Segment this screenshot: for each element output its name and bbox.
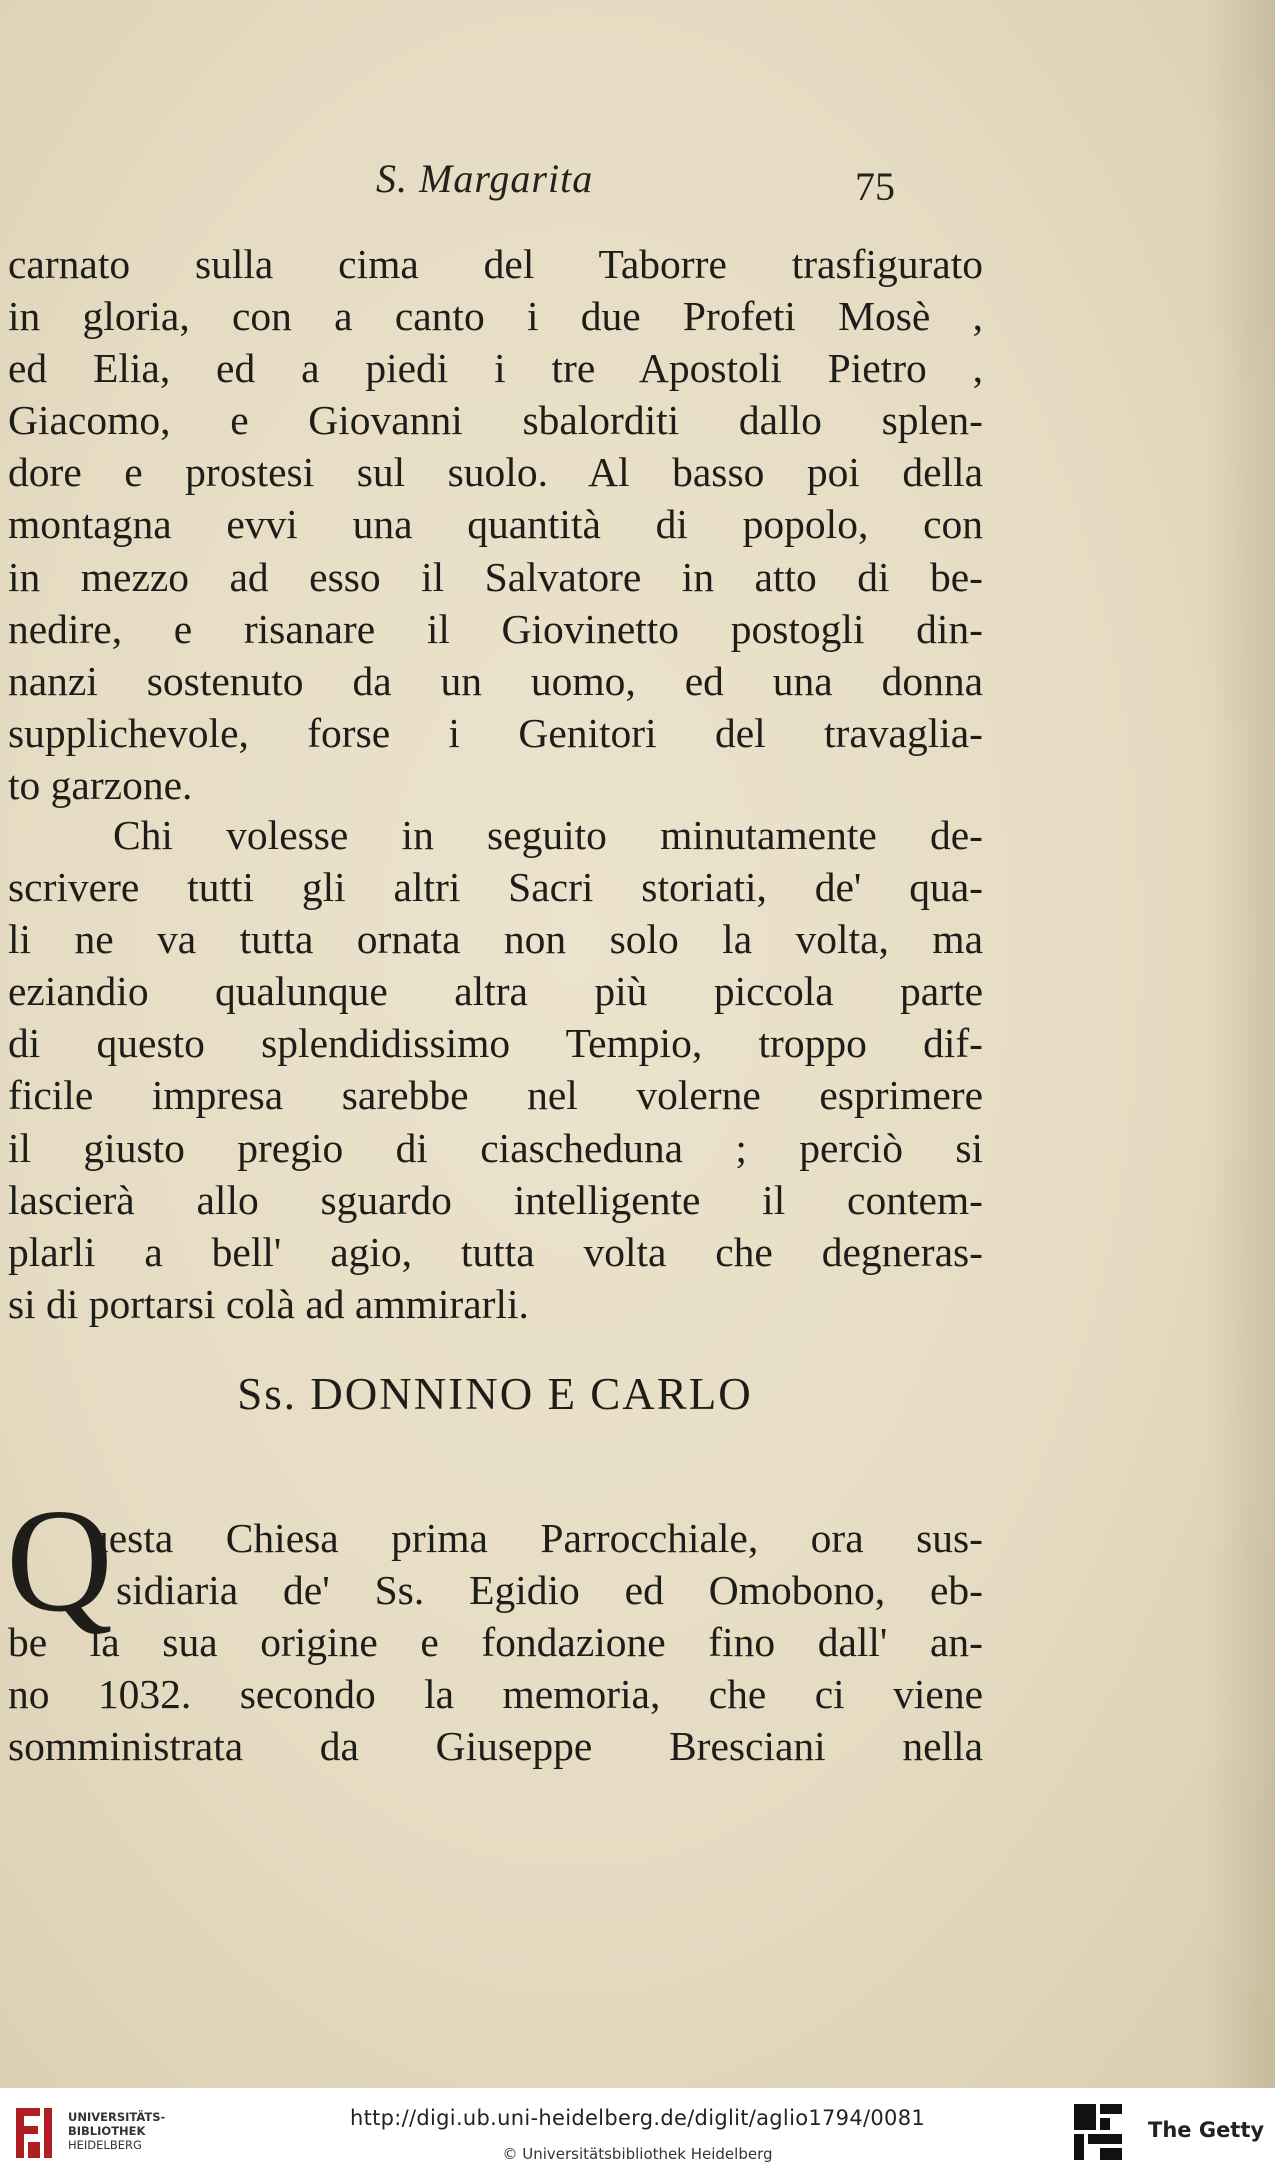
text-line: be la sua origine e fondazione fino dall' an-: [8, 1619, 983, 1666]
text-line: uesta Chiesa prima Parrocchiale, ora sus-: [88, 1515, 983, 1561]
text-line: to garzone.: [8, 761, 193, 808]
getty-name: The Getty: [1148, 2118, 1265, 2142]
text-line: di questo splendidissimo Tempio, troppo dif-: [8, 1020, 983, 1067]
copyright-notice: © Universitätsbibliothek Heidelberg: [502, 2145, 773, 2163]
viewer-footer: [0, 2088, 1275, 2177]
logo-line: UNIVERSITÄTS-: [68, 2110, 166, 2124]
text-line: supplichevole, forse i Genitori del travaglia-: [8, 709, 983, 756]
paragraph-two: [8, 809, 983, 1330]
drop-cap: Q: [6, 1479, 113, 1643]
text-line: eziandio qualunque altra più piccola parte: [8, 968, 983, 1015]
text-line: sidiaria de' Ss. Egidio ed Omobono, eb-: [116, 1567, 983, 1614]
running-head-title: S. Margarita: [376, 156, 594, 201]
text-line: lascierà allo sguardo intelligente il contem-: [8, 1176, 983, 1223]
permalink-url[interactable]: http://digi.ub.uni-heidelberg.de/diglit/aglio1794/0081: [349, 2106, 926, 2130]
page-shadow: [1205, 0, 1275, 2088]
getty-logo-icon[interactable]: [1072, 2102, 1126, 2164]
text-line: ficile impresa sarebbe nel volerne esprimere: [8, 1072, 983, 1119]
text-line: plarli a bell' agio, tutta volta che degneras-: [8, 1228, 983, 1275]
text-line: Chi volesse in seguito minutamente de-: [113, 812, 983, 858]
text-line: nedire, e risanare il Giovinetto postogli din-: [8, 605, 983, 652]
text-line: somministrata da Giuseppe Bresciani nella: [8, 1723, 983, 1770]
text-line: si di portarsi colà ad ammirarli.: [8, 1280, 529, 1327]
text-line: nanzi sostenuto da un uomo, ed una donna: [8, 657, 983, 704]
text-line: carnato sulla cima del Taborre trasfigurato: [8, 241, 983, 287]
text-line: ed Elia, ed a piedi i tre Apostoli Pietro ,: [8, 345, 983, 392]
text-line: dore e prostesi sul suolo. Al basso poi della: [8, 449, 983, 496]
logo-line: HEIDELBERG: [68, 2138, 142, 2152]
section-heading: Ss. DONNINO E CARLO: [237, 1369, 753, 1419]
text-line: li ne va tutta ornata non solo la volta, ma: [8, 916, 983, 963]
text-line: montagna evvi una quantità di popolo, con: [8, 501, 983, 548]
text-line: il giusto pregio di ciascheduna ; perciò si: [8, 1124, 983, 1171]
text-line: no 1032. secondo la memoria, che ci viene: [8, 1671, 983, 1718]
running-head: [0, 155, 1275, 215]
text-line: in gloria, con a canto i due Profeti Mosè ,: [8, 293, 983, 340]
paragraph-three: [8, 1512, 983, 1772]
logo-line: BIBLIOTHEK: [68, 2124, 146, 2138]
paragraph-one: [8, 238, 983, 811]
page-number: 75: [855, 164, 895, 209]
text-line: Giacomo, e Giovanni sbalorditi dallo splen-: [8, 397, 983, 444]
text-line: scrivere tutti gli altri Sacri storiati, de' qua-: [8, 864, 983, 911]
text-line: in mezzo ad esso il Salvatore in atto di be-: [8, 553, 983, 600]
